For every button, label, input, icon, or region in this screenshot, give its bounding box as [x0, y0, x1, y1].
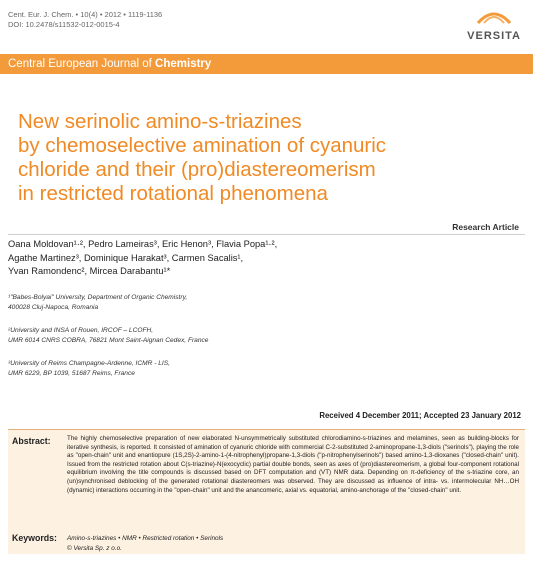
affiliation-3: [8, 359, 170, 378]
title-line: in restricted rotational phenomena: [18, 182, 328, 205]
affiliation-line: 400028 Cluj-Napoca, Romania: [8, 303, 99, 311]
author-line: Agathe Martinez³, Dominique Harakat³, Carmen Sacalis¹,: [8, 252, 244, 263]
affiliation-line: ²University and INSA of Rouen, IRCOF – LCOFH,: [8, 327, 154, 334]
copyright-notice: © Versita Sp. z o.o.: [67, 545, 122, 552]
affiliation-2: [8, 326, 208, 345]
affiliation-line: ¹"Babes-Bolyai" University, Department of Organic Chemistry,: [8, 294, 188, 301]
keywords-label: Keywords:: [12, 533, 57, 543]
publisher-logo: [467, 9, 521, 42]
author-list: [8, 238, 277, 279]
author-line: Oana Moldovan¹·², Pedro Lameiras³, Eric Henon³, Flavia Popa¹·²,: [8, 239, 278, 249]
affiliation-line: UMR 6229, BP 1039, 51687 Reims, France: [8, 369, 135, 377]
article-title: [18, 110, 518, 206]
title-line: chloride and their (pro)diastereomerism: [18, 158, 376, 181]
affiliation-1: [8, 293, 187, 312]
title-line: New serinolic amino-s-triazines: [18, 110, 302, 133]
received-dates: Received 4 December 2011; Accepted 23 January 2012: [319, 411, 521, 420]
journal-name: Central European Journal of: [8, 58, 152, 70]
abstract-label: Abstract:: [12, 436, 51, 446]
abstract-box: [8, 429, 525, 554]
journal-meta: [8, 10, 162, 30]
citation-line: Cent. Eur. J. Chem. • 10(4) • 2012 • 1119-1136: [8, 10, 163, 19]
article-type: Research Article: [452, 222, 519, 232]
keywords-text: Amino-s-triazines • NMR • Restricted rotation • Serinols: [67, 535, 224, 542]
affiliation-line: UMR 6014 CNRS COBRA, 76821 Mont Saint-Aignan Cedex, France: [8, 336, 209, 344]
abstract-text: The highly chemoselective preparation of new elaborated N-unsymmetrically substituted chlorodiamino-s-triazines and melamines, seen as building-blocks for iterative synthesis, is reported. It consisted of amination of cyanuric chloride with commercial C-2-substituted 2-aminopropane-1,3-diols ("serinols"), playing the role as "open-chain" unit and enantiopure (1S,2S)-2-amino-1-(4-nitrophenyl)propane-1,3-diols ("p-nitrophenylserinols") based amino-1,3-dioxanes ("closed-chain" unit). Issued from the restricted rotation about C(s-triazine)-N(exocyclic) partial double bonds, seen as axes of (pro)diastereomerism, a global four-component rotational equilibrium involving the title compounds is discussed based on DFT computation and (VT) NMR data. Depending on π-deficiency of the s-triazine core, an (un)synchronised deblocking of the generated rotational diastereomers was observed. They are discussed as influence of intra- vs. intermolecular NH…OH (dynamic) interactions occurring in the "open-chain" unit and the anancomeric, axial vs. equatorial, amino-anchorage of the "closed-chain" unit.: [67, 435, 519, 494]
divider: [8, 234, 525, 235]
journal-subject: Chemistry: [155, 58, 212, 70]
publisher-logo-icon: [474, 9, 514, 25]
author-line: Yvan Ramondenc², Mircea Darabantu¹*: [8, 266, 171, 276]
publisher-name: VERSITA: [467, 30, 521, 42]
title-line: by chemoselective amination of cyanuric: [18, 134, 387, 157]
journal-band: [0, 54, 533, 74]
affiliation-line: ³University of Reims Champagne-Ardenne, ICMR - LIS,: [8, 360, 170, 367]
doi-line: DOI: 10.2478/s11532-012-0015-4: [8, 20, 120, 29]
